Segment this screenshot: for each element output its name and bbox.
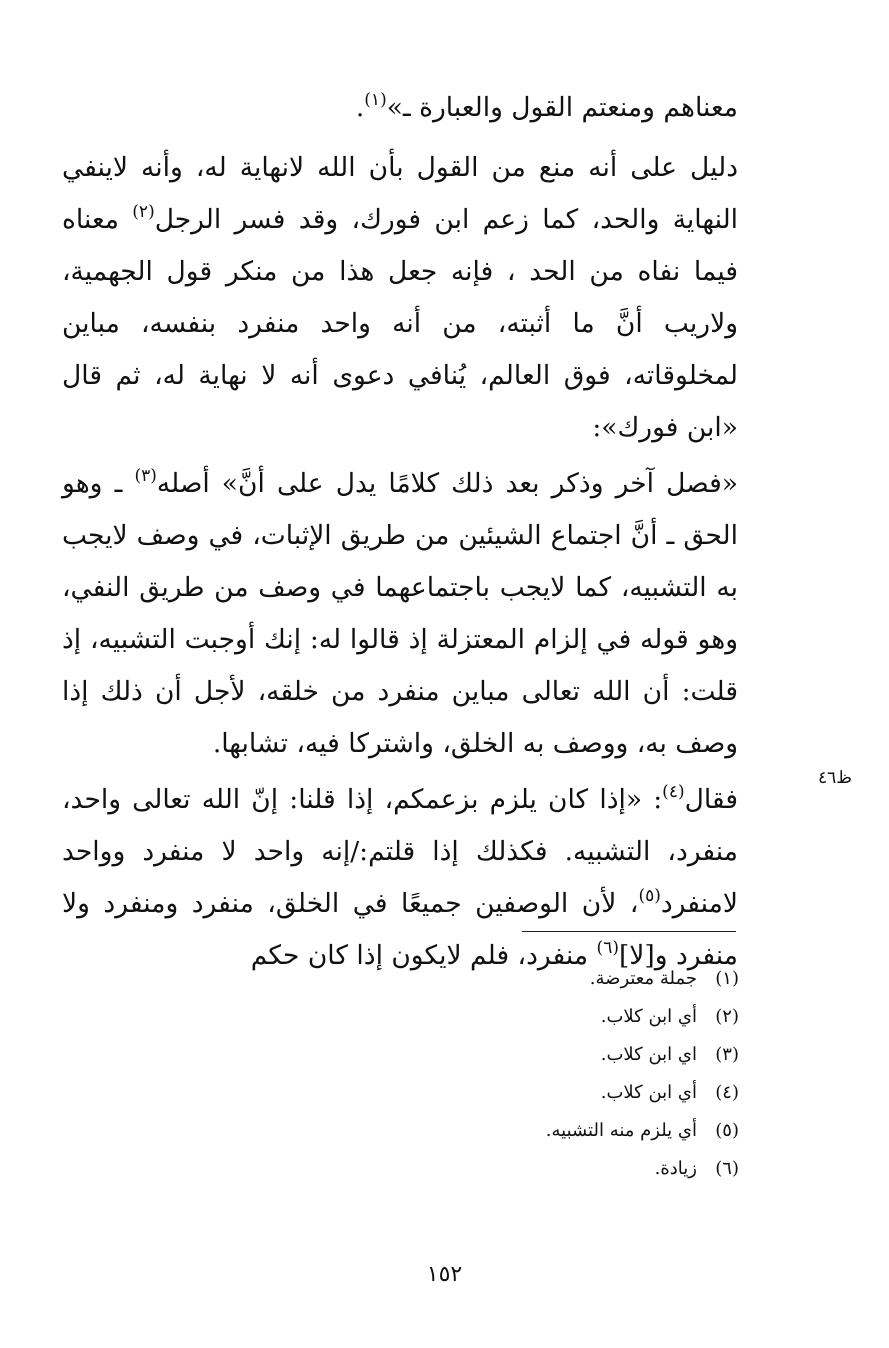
footnote-item bbox=[279, 1074, 739, 1112]
footnote-text: أي ابن كلاب. bbox=[600, 1082, 697, 1103]
footnote-ref[interactable]: (١) bbox=[364, 90, 387, 110]
footnote-ref[interactable]: (٣) bbox=[134, 466, 157, 486]
footnote-item bbox=[279, 1112, 739, 1150]
footnote-number: (٥) bbox=[715, 1120, 739, 1141]
footnote-item bbox=[279, 998, 739, 1036]
footnote-number: (٣) bbox=[715, 1044, 739, 1065]
footnotes bbox=[279, 960, 739, 1188]
paragraph: فقال$^{(٤)}$: «إذا كان يلزم بزعمكم، إذا قلنا: إنّ الله تعالى واحد، منفرد، التشبيه. فكذلك إذا قلتم:/إنه واحد لا منفرد وواحد لامنفرد$^{(٥)}$، لأن الوصفين جميعًا في الخلق، منفرد ومنفرد ولا منفرد و[لا]$^{(٦)}$ منفرد، فلم لايكون إذا كان حكم bbox=[62, 782, 738, 971]
footnote-ref[interactable]: (٥) bbox=[638, 886, 661, 906]
footnote-item bbox=[279, 960, 739, 998]
footnote-text: زيادة. bbox=[654, 1158, 697, 1179]
footnote-number: (٢) bbox=[715, 1006, 739, 1027]
footnote-text: أي يلزم منه التشبيه. bbox=[545, 1120, 697, 1141]
footnote-text: جملة معترضة. bbox=[589, 968, 697, 989]
footnote-ref[interactable]: (٦) bbox=[596, 938, 619, 958]
footnote-separator bbox=[522, 931, 736, 932]
manuscript-folio-marker: ظ٤٦ bbox=[818, 768, 852, 788]
page-number: ١٥٢ bbox=[426, 1262, 463, 1287]
paragraph: معناهم ومنعتم القول والعبارة ـ»$^{(١)}$. bbox=[355, 90, 738, 123]
paragraph: دليل على أنه منع من القول بأن الله لانهاية له، وأنه لاينفي النهاية والحد، كما زعم ابن فورك، وقد فسر الرجل$^{(٢)}$ معناه فيما نفاه من الحد ، فإنه جعل هذا من منكر قول الجهمية، ولاريب أنَّ ما أثبته، من أنه واحد منفرد بنفسه، مباين لمخلوقاته، فوق العالم، يُنافي دعوى أنه لا نهاية له، ثم قال «ابن فورك»: bbox=[62, 152, 739, 443]
footnote-number: (١) bbox=[715, 968, 739, 989]
footnote-item bbox=[279, 1036, 739, 1074]
footnote-ref[interactable]: (٤) bbox=[662, 782, 685, 802]
footnote-text: أي ابن كلاب. bbox=[600, 1006, 697, 1027]
footnote-item bbox=[279, 1150, 739, 1188]
footnote-number: (٦) bbox=[715, 1158, 739, 1179]
footnote-number: (٤) bbox=[715, 1082, 739, 1103]
footnote-text: اي ابن كلاب. bbox=[600, 1044, 697, 1065]
main-text bbox=[62, 82, 738, 986]
paragraph: «فصل آخر وذكر بعد ذلك كلامًا يدل على أنَّ» أصله$^{(٣)}$ ـ وهو الحق ـ أنَّ اجتماع الشيئين من طريق الإثبات، في وصف لايجب به التشبيه، كما لايجب باجتماعهما في وصف من طريق النفي، وهو قوله في إلزام المعتزلة إذ قالوا له: إنك أوجبت التشبيه، إذ قلت: أن الله تعالى مباين منفرد من خلقه، لأجل أن ذلك إذا وصف به، ووصف به الخلق، واشتركا فيه، تشابها. bbox=[62, 466, 738, 759]
footnote-ref[interactable]: (٢) bbox=[132, 202, 155, 222]
